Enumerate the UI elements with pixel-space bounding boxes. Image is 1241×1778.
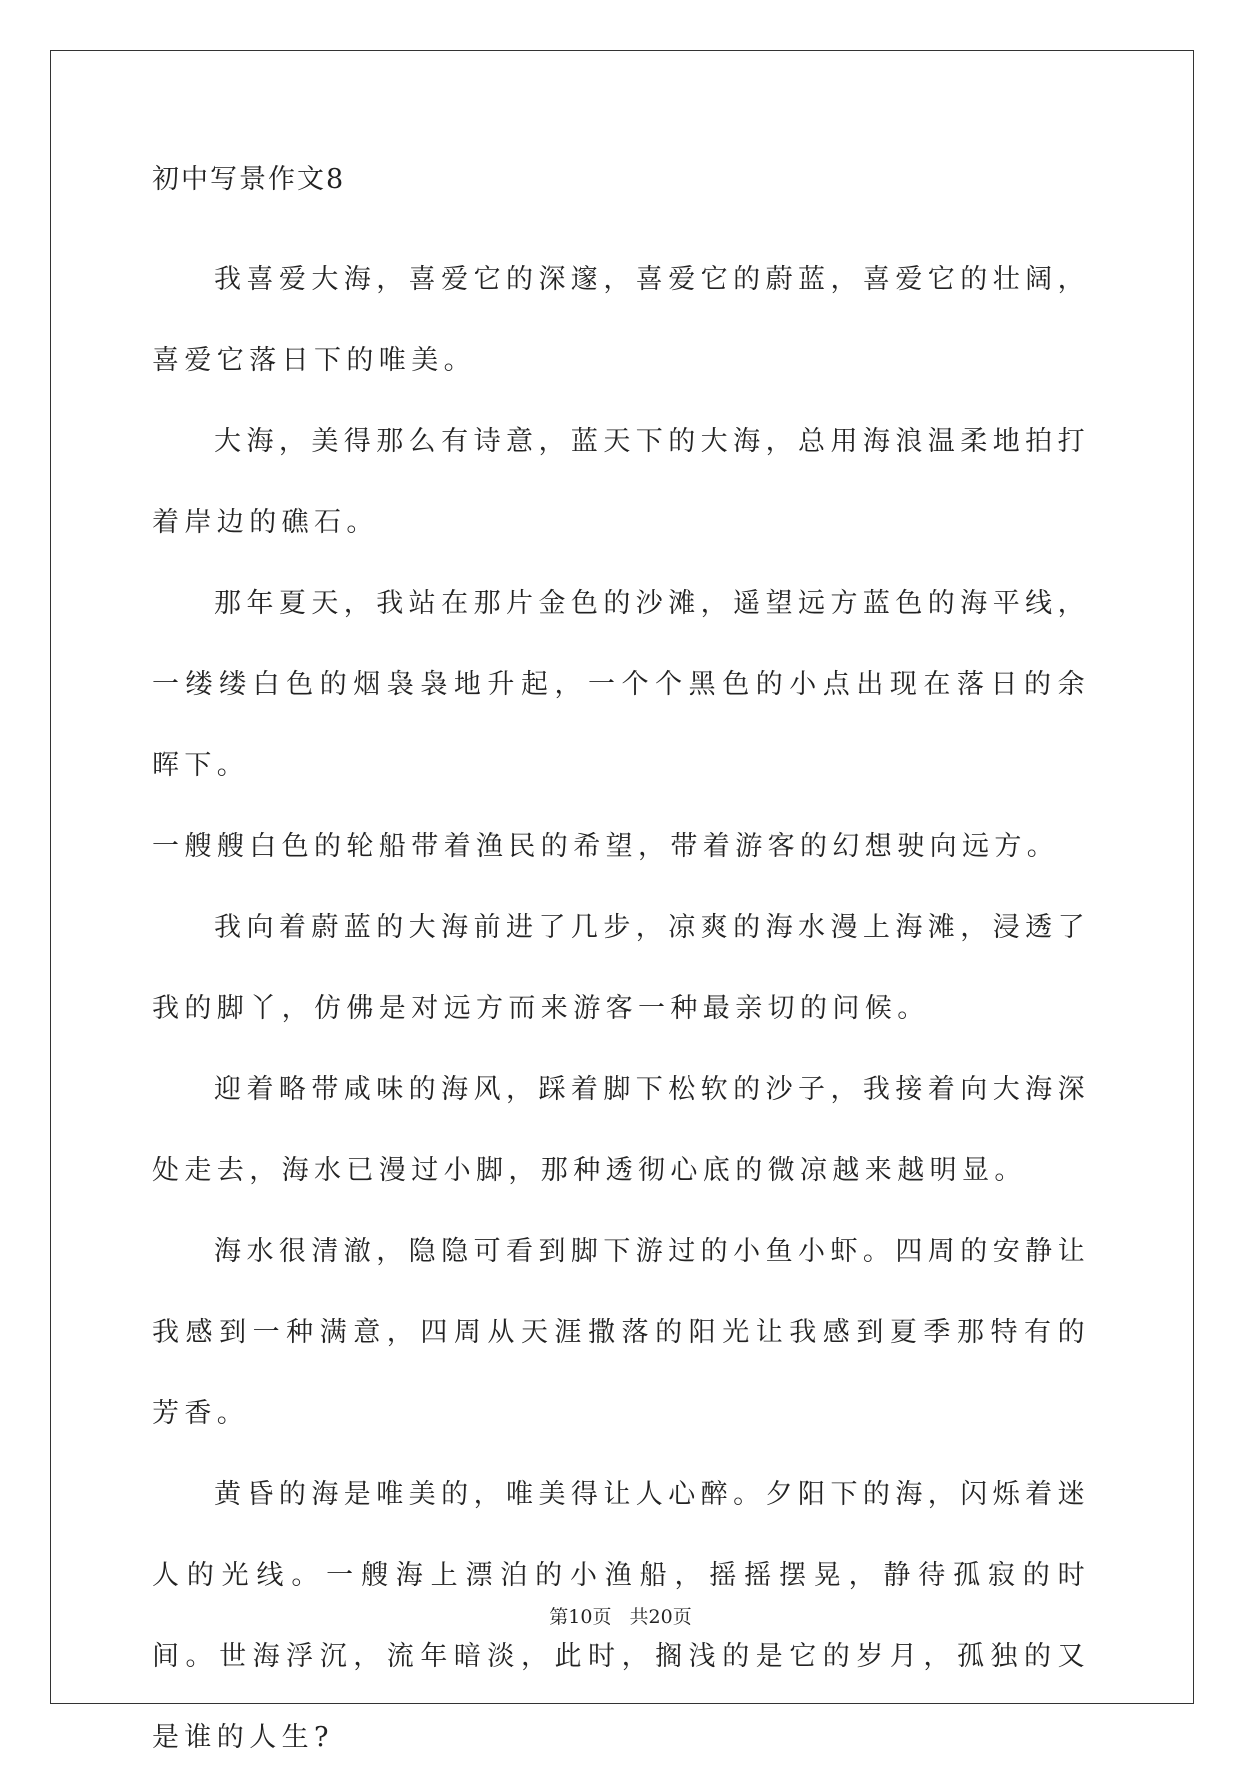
paragraph-8: 黄昏的海是唯美的，唯美得让人心醉。夕阳下的海，闪烁着迷人的光线。一艘海上漂泊的小渔船，摇摇摆晃，静待孤寂的时间。世海浮沉，流年暗淡，此时，搁浅的是它的岁月，孤独的又是谁的人生?: [152, 1479, 1090, 1753]
paragraph-5: 我向着蔚蓝的大海前进了几步，凉爽的海水漫上海滩，浸透了我的脚丫，仿佛是对远方而来游客一种最亲切的问候。: [152, 912, 1090, 1024]
paragraph-4: 一艘艘白色的轮船带着渔民的希望，带着游客的幻想驶向远方。: [152, 831, 1060, 862]
page-number: 第10页: [549, 1606, 612, 1628]
paragraph-7: 海水很清澈，隐隐可看到脚下游过的小鱼小虾。四周的安静让我感到一种满意，四周从天涯撒落的阳光让我感到夏季那特有的芳香。: [152, 1236, 1090, 1429]
paragraph-2: 大海，美得那么有诗意，蓝天下的大海，总用海浪温柔地拍打着岸边的礁石。: [152, 426, 1090, 538]
page-total: 共20页: [629, 1606, 692, 1628]
document-title: 初中写景作文8: [152, 164, 346, 195]
paragraph-1: 我喜爱大海，喜爱它的深邃，喜爱它的蔚蓝，喜爱它的壮阔，喜爱它落日下的唯美。: [152, 264, 1090, 376]
page-footer: [0, 1602, 1241, 1629]
paragraph-3: 那年夏天，我站在那片金色的沙滩，遥望远方蓝色的海平线，一缕缕白色的烟袅袅地升起，一个个黑色的小点出现在落日的余晖下。: [152, 588, 1090, 781]
document-body: [152, 160, 1090, 1778]
paragraph-6: 迎着略带咸味的海风，踩着脚下松软的沙子，我接着向大海深处走去，海水已漫过小脚，那种透彻心底的微凉越来越明显。: [152, 1074, 1090, 1186]
